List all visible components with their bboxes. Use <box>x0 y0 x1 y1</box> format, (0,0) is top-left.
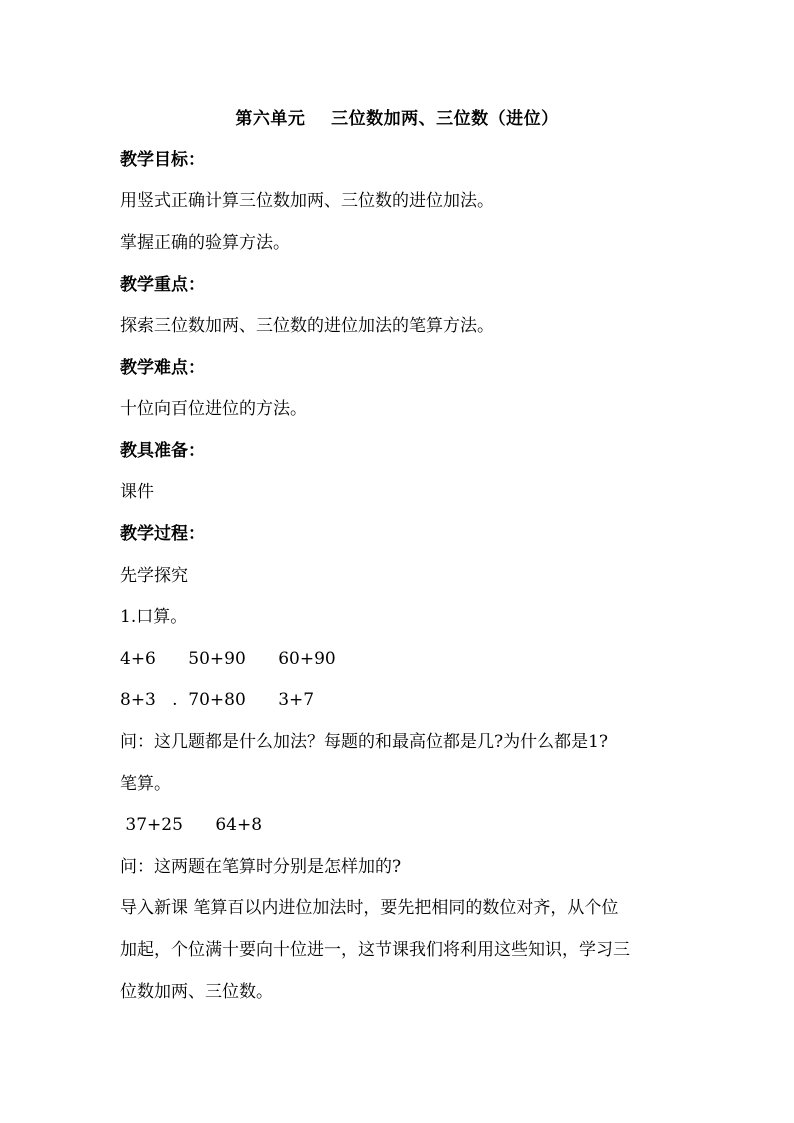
oral-row-2: 8+3 . 70+80 3+7 <box>120 690 315 710</box>
objective-2: 掌握正确的验算方法。 <box>120 233 290 253</box>
tools: 课件 <box>120 482 154 502</box>
written-calc: 笔算。 <box>120 774 171 794</box>
question-2: 问：这两题在笔算时分别是怎样加的? <box>120 857 402 877</box>
difficulty-heading: 教学难点： <box>120 358 205 378</box>
key-points-heading: 教学重点： <box>120 275 205 295</box>
oral-row-1: 4+6 50+90 60+90 <box>120 649 336 669</box>
objective-1: 用竖式正确计算三位数加两、三位数的进位加法。 <box>120 191 494 211</box>
written-row: 37+25 64+8 <box>120 815 263 835</box>
key-point: 探索三位数加两、三位数的进位加法的笔算方法。 <box>120 316 494 336</box>
step-1: 1.口算。 <box>120 607 188 627</box>
intro-line-1: 导入新课 笔算百以内进位加法时，要先把相同的数位对齐，从个位 <box>120 898 619 918</box>
objectives-heading: 教学目标： <box>120 150 205 170</box>
question-1: 问：这几题都是什么加法？每题的和最高位都是几?为什么都是1? <box>120 732 609 752</box>
process-intro: 先学探究 <box>120 566 188 586</box>
tools-heading: 教具准备： <box>120 441 205 461</box>
intro-line-3: 位数加两、三位数。 <box>120 982 273 1002</box>
page-title: 第六单元 三位数加两、三位数（进位） <box>235 109 559 129</box>
difficulty: 十位向百位进位的方法。 <box>120 399 307 419</box>
process-heading: 教学过程： <box>120 524 205 544</box>
intro-line-2: 加起，个位满十要向十位进一，这节课我们将利用这些知识，学习三 <box>120 940 630 960</box>
